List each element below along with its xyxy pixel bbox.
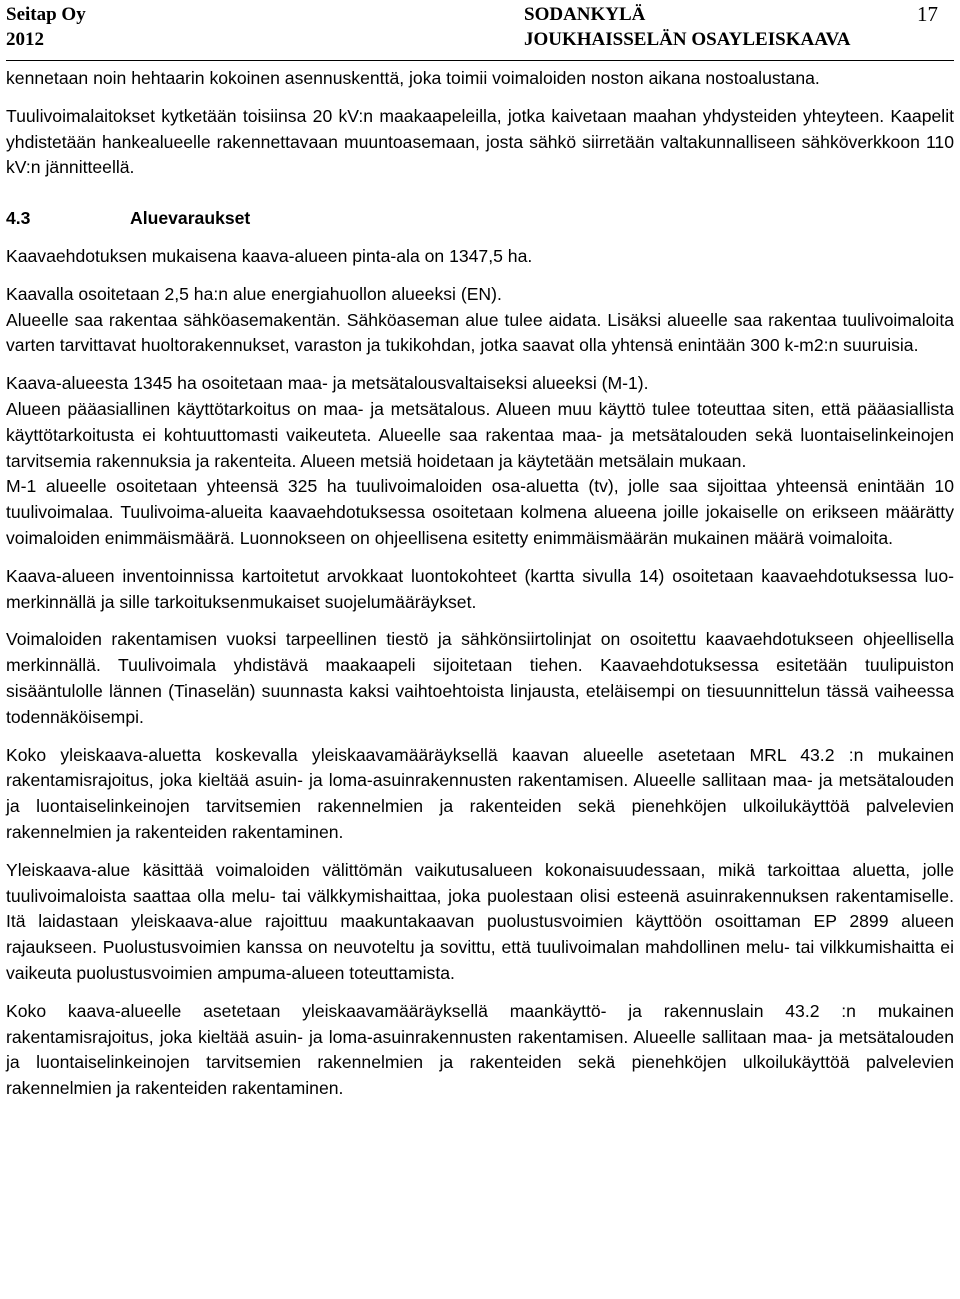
spacer	[6, 846, 954, 858]
section-title: Aluevaraukset	[130, 208, 251, 229]
paragraph: Tuulivoimalaitokset kytketään toisiinsa 20 kV:n maakaapeleilla, jotka kaivetaan maahan yhdysteiden yhteyteen. Kaapelit yhdistetään hankealueelle rakennettavaan muuntoasemaan, josta sähkö siirretään valtakunnalliseen sähköverkkoon 110 kV:n jännitteellä.	[6, 105, 954, 178]
paragraph: Koko kaava-alueelle asetetaan yleiskaavamääräyksellä maankäyttö- ja rakennuslain 43.2 :n mukainen rakentamisrajoitus, joka kieltää asuin- ja loma-asuinrakennusten rakentamisen. Alueelle sallitaan maa- ja metsätalouden ja luontaiselinkeinojen tarvitsemien rakennelmien ja rakenteiden sekä pienehköjen ulkoilukäyttöä palvelevien rakennelmien ja rakenteiden rakentaminen.	[6, 1000, 954, 1099]
plan-title: JOUKHAISSELÄN OSAYLEISKAAVA	[524, 29, 851, 50]
paragraph: Kaavalla osoitetaan 2,5 ha:n alue energiahuollon alueeksi (EN).	[6, 283, 502, 304]
section-number: 4.3	[6, 208, 31, 229]
paragraph: Voimaloiden rakentamisen vuoksi tarpeellinen tiestö ja sähkönsiirtolinjat on osoitettu kaavaehdotukseen ohjeellisella merkinnällä. Tuulivoimala yhdistävä maakaapeli sijoitetaan tiehen. Kaavaehdotuksessa esitetään tuulipuiston sisääntulolle lännen (Tinaselän) suunnasta kaksi vaihtoehtoista linjausta, eteläisempi on tiesuunnittelun tässä vaiheessa todennäköisempi.	[6, 629, 954, 727]
document-year: 2012	[6, 29, 44, 50]
municipality-name: SODANKYLÄ	[524, 4, 646, 25]
spacer	[6, 181, 954, 206]
spacer	[6, 270, 954, 282]
paragraph: Kaavaehdotuksen mukaisena kaava-alueen pinta-ala on 1347,5 ha.	[6, 245, 533, 266]
spacer	[6, 987, 954, 999]
spacer	[6, 92, 954, 104]
spacer	[6, 359, 954, 371]
paragraph: kennetaan noin hehtaarin kokoinen asennuskenttä, joka toimii voimaloiden noston aikana nostoalustana.	[6, 68, 820, 88]
paragraph: Yleiskaava-alue käsittää voimaloiden välittömän vaikutusalueen kokonaisuudessaan, mikä tarkoittaa aluetta, jolle tuulivoimaloista saattaa olla melu- tai välkkymishaittaa, joka puolestaan olisi esteenä asuinrakennuksen rakentamiselle. Itä laidastaan yleiskaava-alue rajoittuu maakuntakaavan puolustusvoimien käyttöön osoittaman EP 2899 alueen rajaukseen. Puolustusvoimien kanssa on neuvoteltu ja sovittu, että tuulivoimalan mahdollinen melu- tai vilkkumishaitta ei vaikeuta puolustusvoimien ampuma-alueen toteuttamista.	[6, 859, 954, 983]
header-center	[524, 2, 850, 52]
paragraph: Alueelle saa rakentaa sähköasemakentän. Sähköaseman alue tulee aidata. Lisäksi alueelle saa rakentaa tuulivoimaloita varten tarvittavat huoltorakennukset, varaston ja tukikohdan, jotka saavat olla yhtensä enintään 300 k-m2:n suuruisia.	[6, 309, 954, 356]
page-number: 17	[917, 2, 938, 26]
spacer	[6, 615, 954, 627]
header-divider	[6, 60, 954, 61]
spacer	[6, 552, 954, 564]
paragraph: Kaava-alueesta 1345 ha osoitetaan maa- ja metsätalousvaltaiseksi alueeksi (M-1).	[6, 373, 649, 394]
paragraph: Koko yleiskaava-aluetta koskevalla yleiskaavamääräyksellä kaavan alueelle asetetaan MRL 43.2 :n mukainen rakentamisrajoitus, joka kieltää asuin- ja loma-asuinrakennusten rakentamisen. Alueelle sallitaan maa- ja metsätalouden ja luontaiselinkeinojen tarvitsemien rakennelmien ja rakenteiden sekä pienehköjen ulkoilukäyttöä palvelevien rakennelmien ja rakenteiden rakentaminen.	[6, 744, 954, 842]
spacer	[6, 731, 954, 743]
company-name: Seitap Oy	[6, 4, 86, 25]
document-body	[6, 66, 954, 1102]
header-left	[6, 2, 86, 52]
paragraph: Alueen pääasiallinen käyttötarkoitus on maa- ja metsätalous. Alueen muu käyttö tulee toteuttaa siten, että pääasiallista käyttötarkoitusta ei kohtuuttomasti vaikeuteta. Alueelle saa rakentaa maa- ja metsätalouden sekä luontaiselinkeinojen tarvitsemia rakennuksia ja rakenteita. Alueen metsiä hoidetaan ja käytetään metsälain mukaan.	[6, 398, 954, 471]
page-header	[6, 2, 954, 58]
spacer	[6, 232, 954, 244]
paragraph: M-1 alueelle osoitetaan yhteensä 325 ha tuulivoimaloiden osa-aluetta (tv), jolle saa sijoittaa yhteensä enintään 10 tuulivoimalaa. Tuulivoima-alueita kaavaehdotuksessa osoitetaan kolmena alueena joille jokaiselle on erikseen määrätty voimaloiden enimmäismäärä. Luonnokseen on ohjeellisena esitetty enimmäismäärän mukainen määrä voimaloita.	[6, 476, 954, 548]
paragraph: Kaava-alueen inventoinnissa kartoitetut arvokkaat luontokohteet (kartta sivulla 14) osoitetaan kaavaehdotuksessa luo-merkinnällä ja sille tarkoituksenmukaiset suojelumääräykset.	[6, 565, 954, 612]
section-heading	[6, 206, 954, 232]
